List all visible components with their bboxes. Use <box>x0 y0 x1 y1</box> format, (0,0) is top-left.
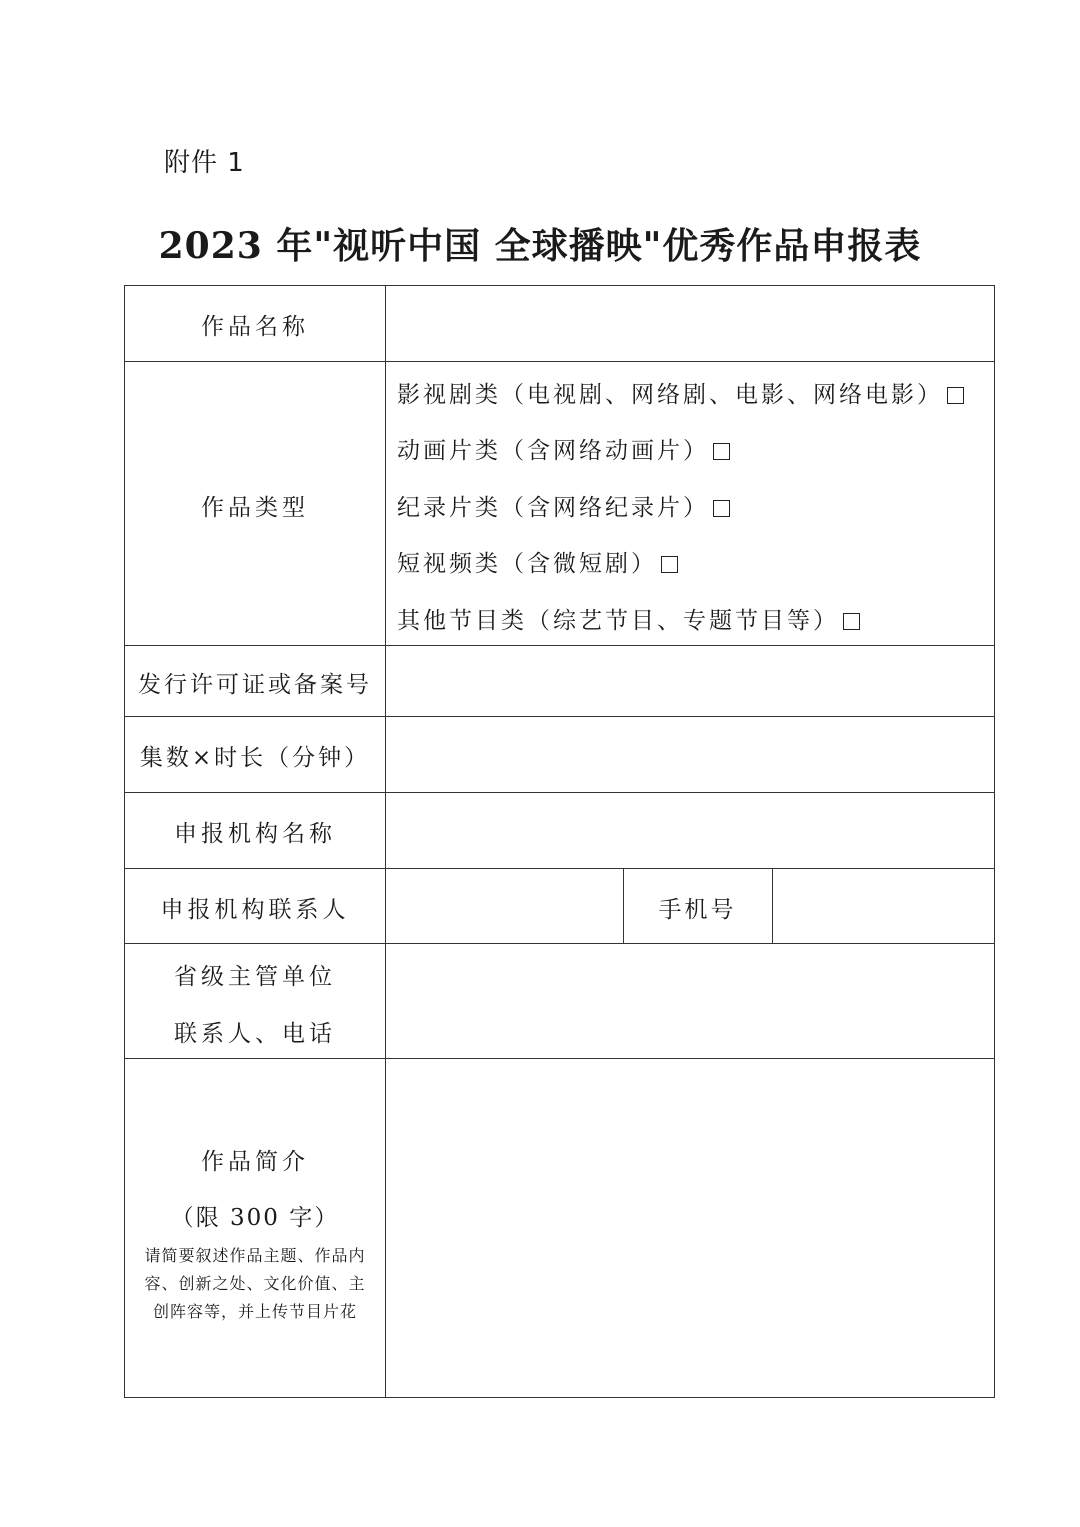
contact-field[interactable] <box>387 870 622 942</box>
work-type-option-text: 纪录片类（含网络纪录片） <box>397 495 709 521</box>
row-divider <box>124 645 995 646</box>
work-type-option[interactable] <box>397 376 964 409</box>
work-type-option-text: 影视剧类（电视剧、网络剧、电影、网络电影） <box>397 382 943 408</box>
column-divider <box>772 868 773 943</box>
intro-note-line: 请简要叙述作品主题、作品内 <box>144 1246 366 1265</box>
contact-label: 申报机构联系人 <box>160 897 350 923</box>
work-type-option-text: 其他节目类（综艺节目、专题节目等） <box>397 608 839 634</box>
provincial-label-line1: 省级主管单位 <box>174 964 336 990</box>
row-divider <box>124 361 995 362</box>
row-divider <box>124 1058 995 1059</box>
episodes-label: 集数×时长（分钟） <box>139 745 371 771</box>
attachment-label: 附件 1 <box>164 148 245 178</box>
work-type-label: 作品类型 <box>201 495 309 521</box>
license-field[interactable] <box>387 647 993 715</box>
work-name-field[interactable] <box>387 287 993 360</box>
intro-field[interactable] <box>387 1060 993 1396</box>
intro-note-line: 容、创新之处、文化价值、主 <box>144 1274 366 1293</box>
document-title: 2023 年"视听中国 全球播映"优秀作品申报表 <box>158 225 922 267</box>
checkbox-icon[interactable] <box>661 556 678 573</box>
row-divider <box>124 868 995 869</box>
checkbox-icon[interactable] <box>713 500 730 517</box>
work-type-option[interactable] <box>397 545 678 578</box>
checkbox-icon[interactable] <box>843 613 860 630</box>
work-type-option[interactable] <box>397 489 730 522</box>
work-type-option[interactable] <box>397 432 730 465</box>
org-name-field[interactable] <box>387 794 993 867</box>
provincial-field[interactable] <box>387 945 993 1057</box>
row-divider <box>124 716 995 717</box>
row-divider <box>124 943 995 944</box>
phone-label: 手机号 <box>658 897 737 923</box>
intro-note-line: 创阵容等，并上传节目片花 <box>152 1302 357 1321</box>
checkbox-icon[interactable] <box>713 443 730 460</box>
provincial-label-line2: 联系人、电话 <box>174 1021 336 1047</box>
checkbox-icon[interactable] <box>947 387 964 404</box>
intro-label: 作品简介 <box>201 1149 309 1175</box>
work-type-option-text: 动画片类（含网络动画片） <box>397 438 709 464</box>
work-type-option[interactable] <box>397 602 860 635</box>
intro-limit: （限 300 字） <box>170 1205 340 1231</box>
episodes-field[interactable] <box>387 718 993 791</box>
row-divider <box>124 792 995 793</box>
work-name-label: 作品名称 <box>201 314 309 340</box>
phone-field[interactable] <box>774 870 993 942</box>
org-name-label: 申报机构名称 <box>174 821 336 847</box>
work-type-option-text: 短视频类（含微短剧） <box>397 551 657 577</box>
license-label: 发行许可证或备案号 <box>138 672 372 698</box>
